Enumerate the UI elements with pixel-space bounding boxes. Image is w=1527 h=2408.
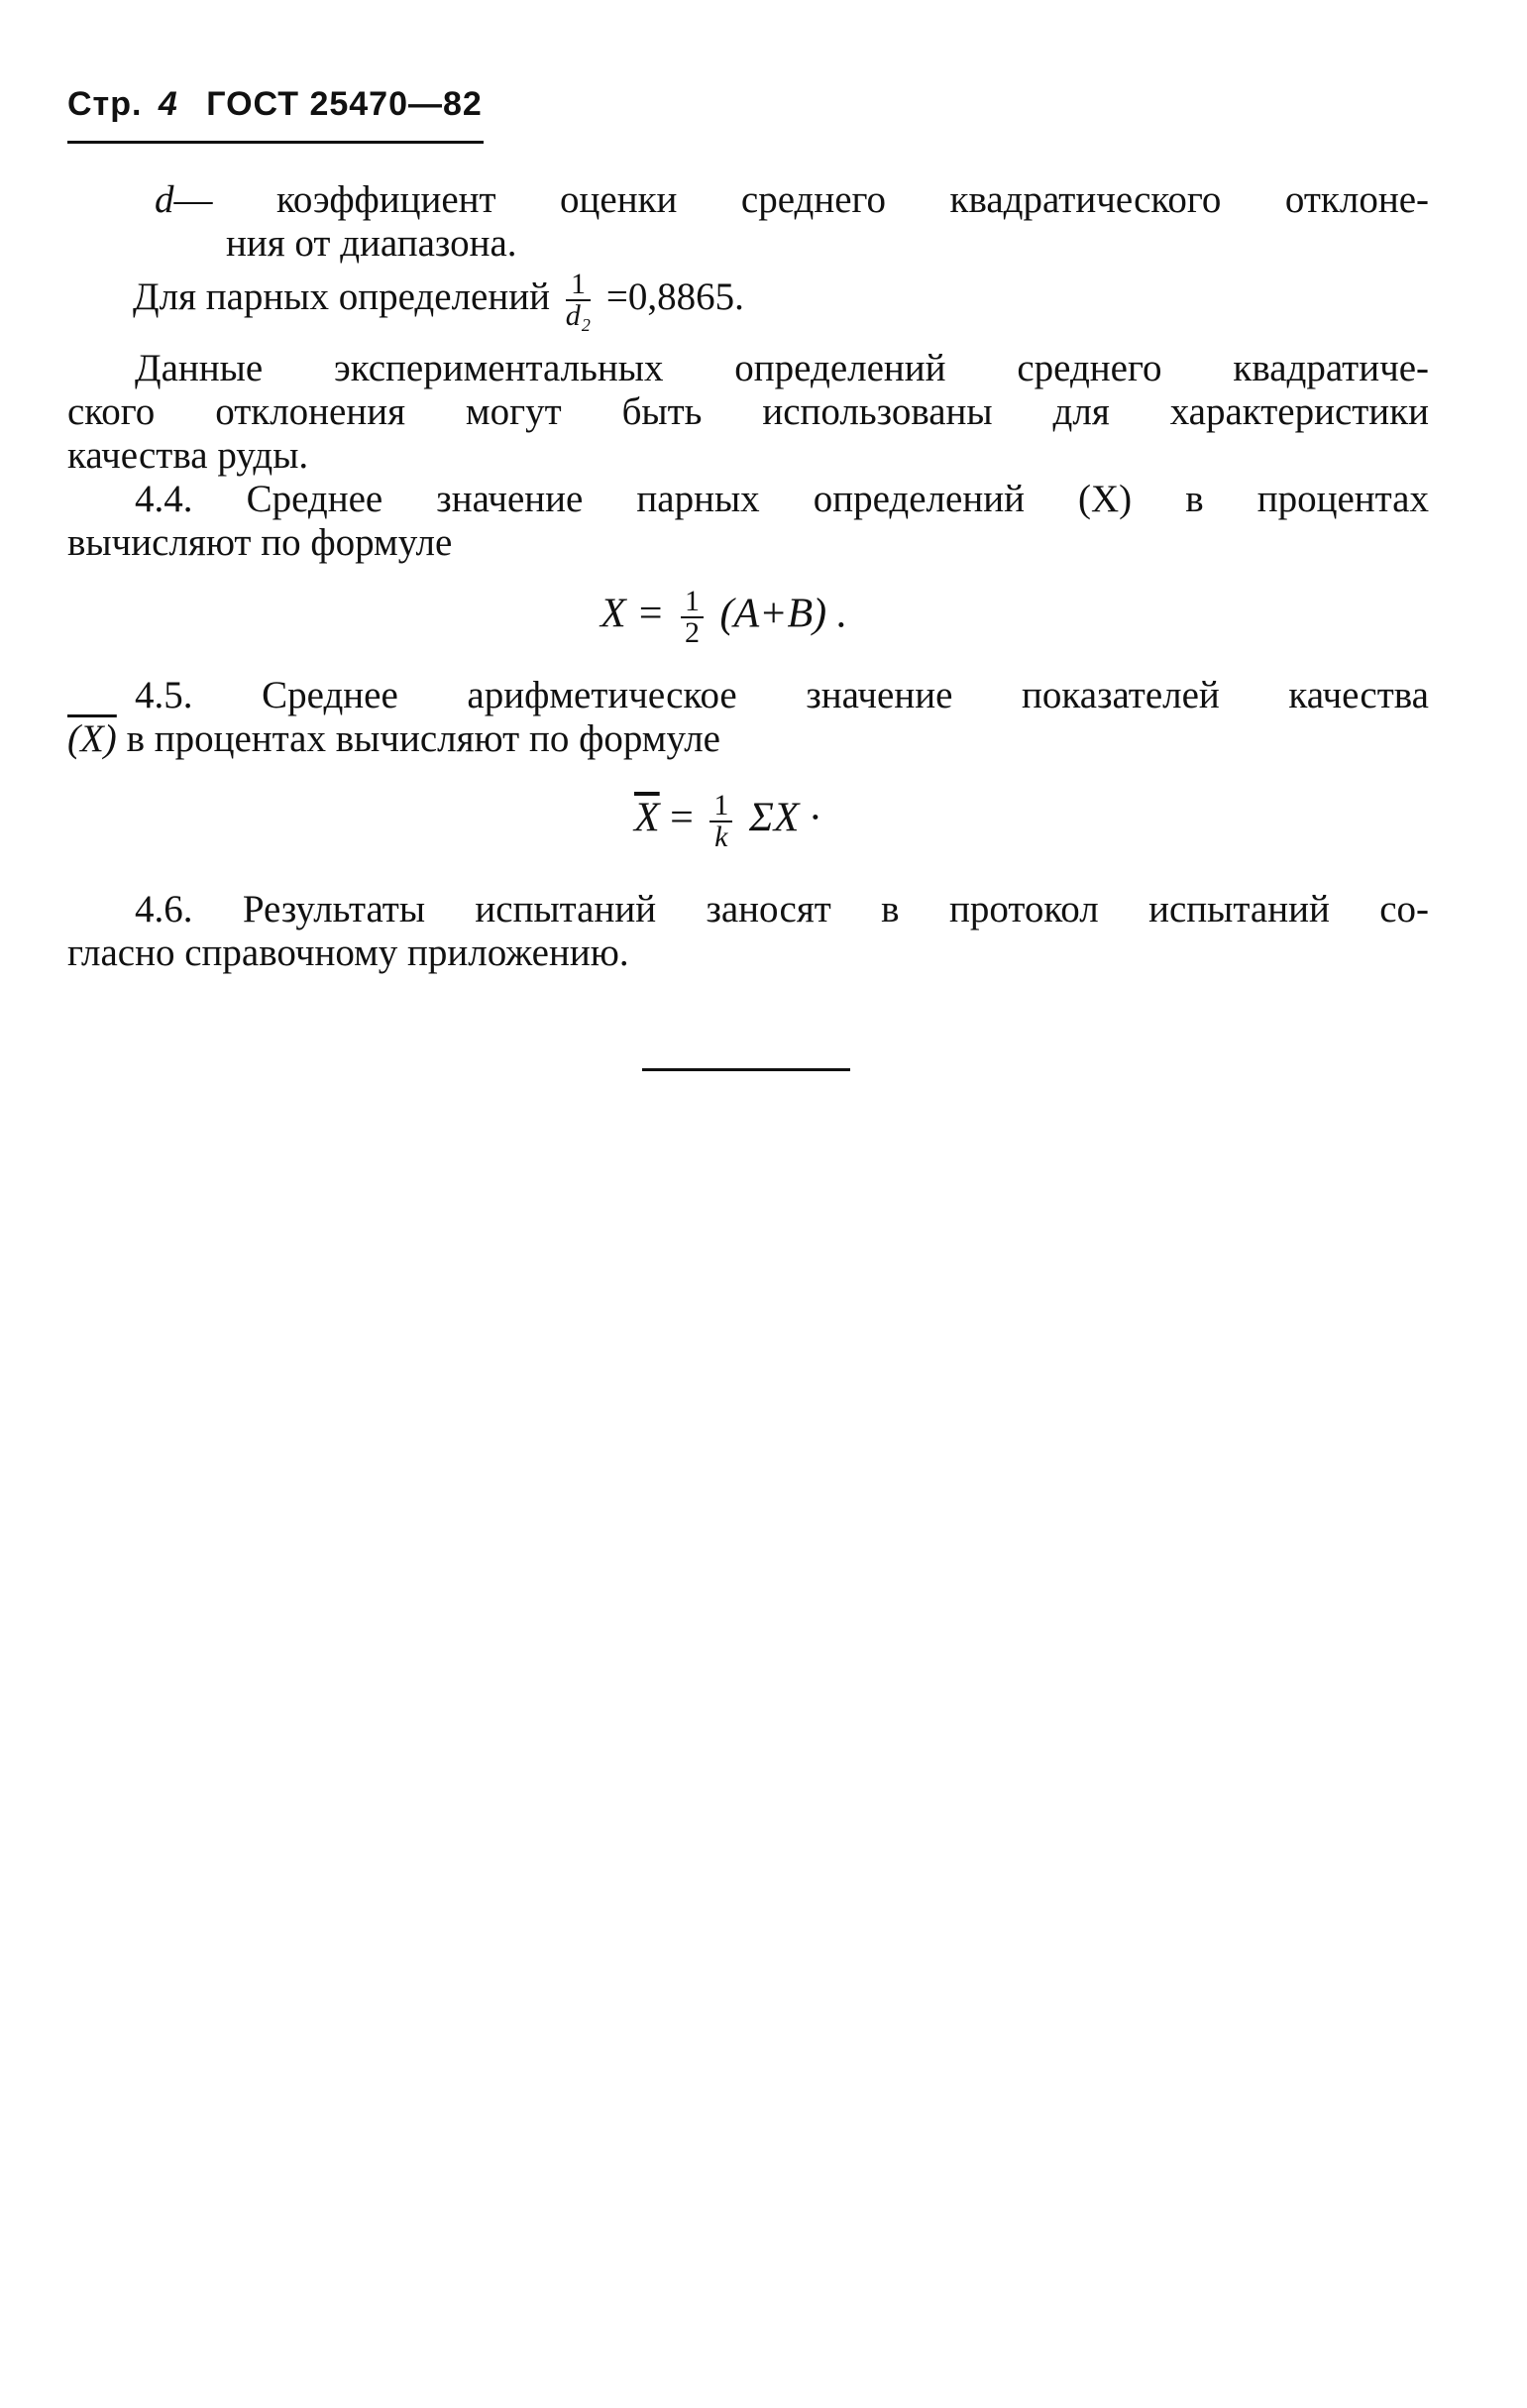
pairs-value: =0,8865. [605,274,744,318]
section-4-6 [67,888,1429,975]
section-4-4 [67,478,1429,565]
section-4-4-line-2: вычисляют по формуле [67,521,453,564]
formula-mean-pair: X = $\frac{1}{2}$ (A+B) . [600,585,848,649]
section-4-4-line-1: 4.4. Среднее значение парных определений (X) в процентах [135,478,1429,520]
definition-symbol: d [155,178,174,221]
pairs-fraction: $\frac{1}{\text{d₂}}$ [565,268,592,332]
page-prefix: Стр. [67,85,143,123]
page-header [67,85,483,124]
header-divider [67,141,484,144]
section-4-5-line-1: 4.5. Среднее арифметическое значение показателей качества [135,674,1429,716]
pairs-text: Для парных определений [133,274,550,318]
experimental-paragraph [67,347,1429,478]
standard-id: ГОСТ 25470—82 [206,85,483,123]
definition-line-1: d— коэффициент оценки среднего квадратического отклоне- [155,178,1429,221]
definition-block [67,178,1429,266]
formula-arith-mean: $\overline{X}$ = $\frac{1}{k}$ ΣX · [634,789,820,853]
section-4-5 [67,674,1429,761]
experimental-line-3: качества руды. [67,434,309,477]
pairs-paragraph [67,270,1429,331]
experimental-line-2: ского отклонения могут быть использованы для характеристики [67,390,1429,433]
end-divider [642,1068,850,1071]
experimental-line-1: Данные экспериментальных определений среднего квадратиче- [135,347,1429,389]
section-4-5-line-2: (X) в процентах вычисляют по формуле [67,717,720,760]
definition-line-2: ния от диапазона. [226,222,517,265]
section-4-6-line-1: 4.6. Результаты испытаний заносят в протокол испытаний со- [135,888,1429,930]
section-4-6-line-2: гласно справочному приложению. [67,931,629,974]
page-number: 4 [158,85,178,123]
